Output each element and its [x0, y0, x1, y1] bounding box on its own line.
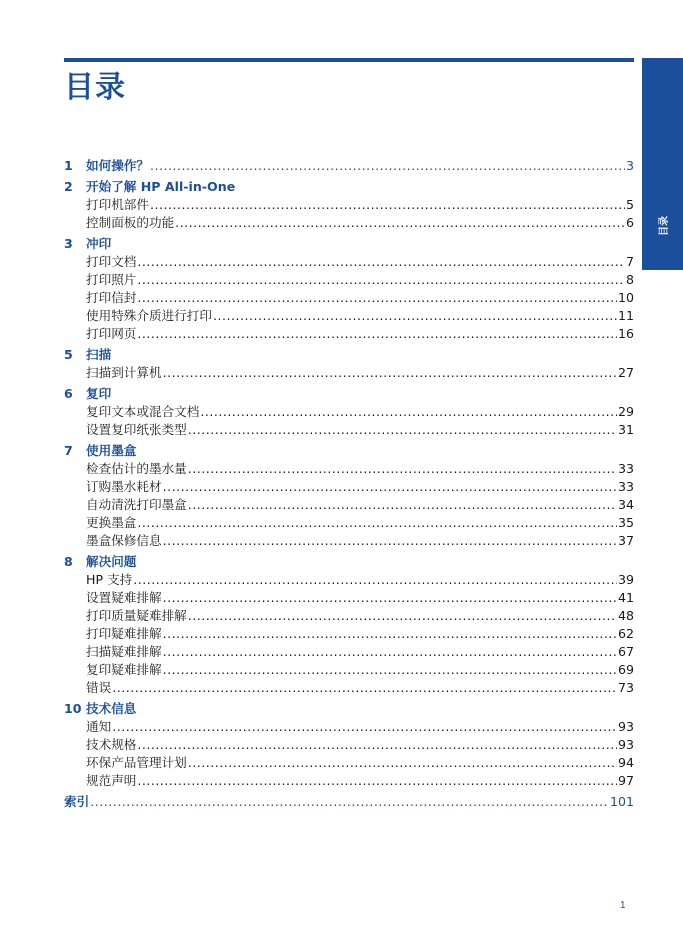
section-number: 6: [64, 386, 73, 401]
entry-page-number: 35: [617, 515, 634, 530]
entry-page-number: 8: [625, 272, 634, 287]
toc-section: [64, 157, 634, 175]
dot-leader: [163, 478, 617, 496]
toc-entry[interactable]: [64, 772, 634, 790]
section-number: 2: [64, 179, 73, 194]
entry-title: HP 支持: [86, 572, 133, 587]
entry-page-number: 73: [617, 680, 634, 695]
toc-entry[interactable]: [64, 478, 634, 496]
dot-leader: [150, 157, 625, 175]
dot-leader: [188, 421, 617, 439]
toc-index-entry[interactable]: [64, 793, 634, 811]
dot-leader: [163, 625, 617, 643]
entry-page-number: 7: [625, 254, 634, 269]
entry-page-number: 31: [617, 422, 634, 437]
entry-title: 通知: [86, 719, 112, 734]
toc-section-heading[interactable]: [64, 235, 634, 253]
page-title: 目录: [64, 70, 126, 105]
dot-leader: [163, 643, 617, 661]
toc-entry[interactable]: [64, 532, 634, 550]
entry-page-number: 5: [625, 197, 634, 212]
dot-leader: [188, 607, 617, 625]
dot-leader: [213, 307, 617, 325]
toc-section: [64, 385, 634, 439]
dot-leader: [137, 253, 625, 271]
entry-title: 打印照片: [86, 272, 137, 287]
entry-title: 检查估计的墨水量: [86, 461, 187, 476]
entry-page-number: 62: [617, 626, 634, 641]
toc-section-heading[interactable]: [64, 700, 634, 718]
dot-leader: [133, 571, 617, 589]
entry-title: 扫描疑难排解: [86, 644, 162, 659]
entry-page-number: 67: [617, 644, 634, 659]
toc-entry[interactable]: [64, 253, 634, 271]
entry-title: 技术规格: [86, 737, 137, 752]
toc-entry[interactable]: [64, 403, 634, 421]
page-number: 1: [620, 900, 626, 911]
toc-section-heading[interactable]: [64, 157, 634, 175]
toc-section-heading[interactable]: [64, 442, 634, 460]
toc-section-heading[interactable]: [64, 385, 634, 403]
entry-title: 打印文档: [86, 254, 137, 269]
section-number: 10: [64, 701, 82, 716]
section-title: 扫描: [86, 347, 112, 362]
entry-title: 墨盒保修信息: [86, 533, 162, 548]
toc-section: [64, 235, 634, 343]
toc-section-heading[interactable]: [64, 178, 634, 196]
section-title: 技术信息: [86, 701, 137, 716]
section-number: 5: [64, 347, 73, 362]
section-page-number: 3: [625, 158, 634, 173]
entry-page-number: 27: [617, 365, 634, 380]
toc-entry[interactable]: [64, 571, 634, 589]
index-page-number: 101: [609, 794, 634, 809]
section-title: 开始了解 HP All-in-One: [86, 179, 236, 194]
entry-page-number: 39: [617, 572, 634, 587]
entry-page-number: 93: [617, 737, 634, 752]
entry-title: 复印疑难排解: [86, 662, 162, 677]
dot-leader: [188, 754, 617, 772]
toc-entry[interactable]: [64, 736, 634, 754]
toc-entry[interactable]: [64, 718, 634, 736]
toc-section: [64, 178, 634, 232]
dot-leader: [137, 271, 625, 289]
section-title: 解决问题: [86, 554, 137, 569]
toc-entry[interactable]: [64, 289, 634, 307]
toc-entry[interactable]: [64, 625, 634, 643]
toc-section: [64, 346, 634, 382]
toc-section-heading[interactable]: [64, 553, 634, 571]
toc-section: [64, 553, 634, 697]
entry-title: 设置疑难排解: [86, 590, 162, 605]
entry-title: 订购墨水耗材: [86, 479, 162, 494]
dot-leader: [112, 718, 617, 736]
dot-leader: [163, 661, 617, 679]
entry-title: 错误: [86, 680, 112, 695]
entry-title: 打印网页: [86, 326, 137, 341]
entry-title: 自动清洗打印墨盒: [86, 497, 187, 512]
toc-entry[interactable]: [64, 643, 634, 661]
entry-page-number: 37: [617, 533, 634, 548]
dot-leader: [137, 289, 617, 307]
section-number: 1: [64, 158, 73, 173]
dot-leader: [137, 772, 617, 790]
section-title: 冲印: [86, 236, 112, 251]
dot-leader: [90, 793, 609, 811]
side-tab: [642, 58, 683, 270]
section-title: 复印: [86, 386, 112, 401]
dot-leader: [150, 196, 625, 214]
entry-page-number: 69: [617, 662, 634, 677]
entry-page-number: 29: [617, 404, 634, 419]
toc-section: [64, 442, 634, 550]
entry-title: 使用特殊介质进行打印: [86, 308, 212, 323]
entry-title: 设置复印纸张类型: [86, 422, 187, 437]
entry-page-number: 6: [625, 215, 634, 230]
dot-leader: [200, 403, 617, 421]
entry-title: 打印质量疑难排解: [86, 608, 187, 623]
entry-title: 控制面板的功能: [86, 215, 175, 230]
dot-leader: [137, 514, 617, 532]
toc-entry[interactable]: [64, 196, 634, 214]
dot-leader: [188, 460, 617, 478]
entry-page-number: 48: [617, 608, 634, 623]
section-title: 如何操作？: [86, 158, 149, 173]
toc-entry[interactable]: [64, 514, 634, 532]
toc-section-heading[interactable]: [64, 346, 634, 364]
entry-page-number: 94: [617, 755, 634, 770]
entry-title: 扫描到计算机: [86, 365, 162, 380]
entry-title: 打印机部件: [86, 197, 149, 212]
entry-page-number: 93: [617, 719, 634, 734]
dot-leader: [137, 736, 617, 754]
entry-page-number: 34: [617, 497, 634, 512]
entry-page-number: 41: [617, 590, 634, 605]
toc-entry[interactable]: [64, 661, 634, 679]
side-tab-label: 目录: [659, 216, 670, 236]
toc-entry[interactable]: [64, 325, 634, 343]
toc-entry[interactable]: [64, 421, 634, 439]
toc-entry[interactable]: [64, 496, 634, 514]
top-rule: [64, 58, 634, 62]
dot-leader: [137, 325, 617, 343]
section-number: 7: [64, 443, 73, 458]
toc-section: [64, 700, 634, 790]
entry-title: 环保产品管理计划: [86, 755, 187, 770]
dot-leader: [163, 364, 617, 382]
section-number: 3: [64, 236, 73, 251]
dot-leader: [163, 532, 617, 550]
index-title: 索引: [64, 794, 90, 809]
toc-entry[interactable]: [64, 460, 634, 478]
entry-page-number: 10: [617, 290, 634, 305]
dot-leader: [163, 589, 617, 607]
entry-title: 打印疑难排解: [86, 626, 162, 641]
entry-title: 规范声明: [86, 773, 137, 788]
toc-entry[interactable]: [64, 754, 634, 772]
toc-entry[interactable]: [64, 679, 634, 697]
dot-leader: [112, 679, 617, 697]
toc-entry[interactable]: [64, 589, 634, 607]
entry-title: 打印信封: [86, 290, 137, 305]
table-of-contents: [64, 157, 634, 811]
entry-page-number: 97: [617, 773, 634, 788]
toc-entry[interactable]: [64, 607, 634, 625]
dot-leader: [188, 496, 617, 514]
toc-entry[interactable]: [64, 364, 634, 382]
entry-page-number: 11: [617, 308, 634, 323]
toc-entry[interactable]: [64, 307, 634, 325]
entry-page-number: 16: [617, 326, 634, 341]
toc-entry[interactable]: [64, 214, 634, 232]
section-number: 8: [64, 554, 73, 569]
toc-entry[interactable]: [64, 271, 634, 289]
entry-title: 复印文本或混合文档: [86, 404, 200, 419]
dot-leader: [175, 214, 625, 232]
entry-page-number: 33: [617, 461, 634, 476]
entry-title: 更换墨盒: [86, 515, 137, 530]
section-title: 使用墨盒: [86, 443, 137, 458]
entry-page-number: 33: [617, 479, 634, 494]
